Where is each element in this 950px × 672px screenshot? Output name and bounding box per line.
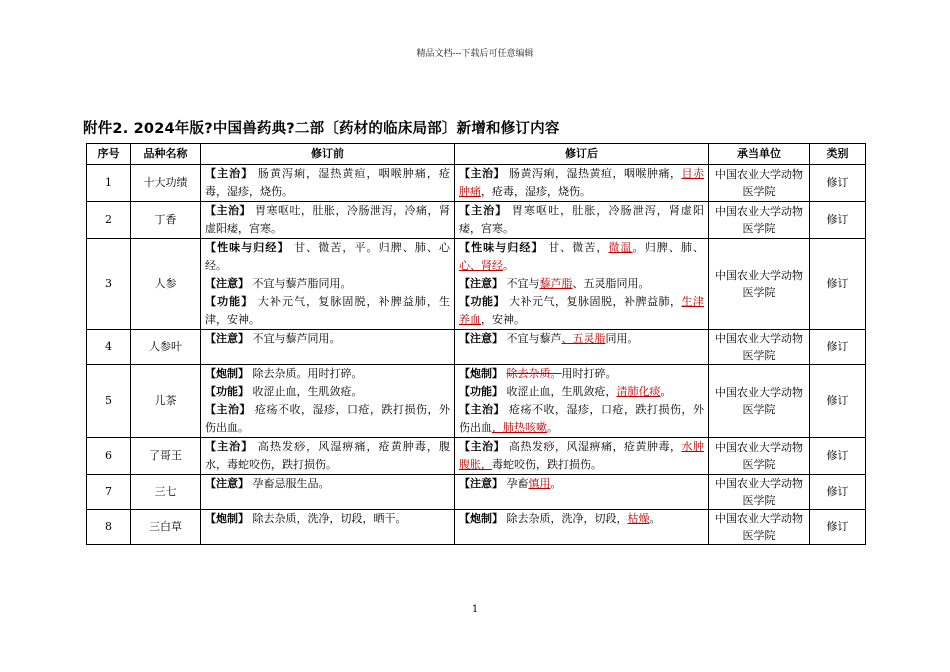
cell-before: [201, 165, 455, 202]
cell-after: [455, 475, 709, 510]
cell-no: 6: [87, 438, 131, 475]
cell-org: 中国农业大学动物医学院: [709, 475, 810, 510]
entry-text: 大补元气，复脉固脱，补脾益肺，: [505, 295, 682, 308]
inserted-text: 微温: [608, 241, 633, 254]
cell-type: 修订: [810, 202, 866, 239]
revision-table: [86, 143, 866, 545]
cell-after: [455, 365, 709, 438]
entry-paragraph: [459, 475, 704, 493]
cell-name: 十大功绩: [131, 165, 201, 202]
cell-before: [201, 438, 455, 475]
cell-after: [455, 330, 709, 365]
cell-after: [455, 438, 709, 475]
col-header-type: 类别: [810, 144, 866, 165]
entry-paragraph: [205, 202, 450, 238]
cell-no: 1: [87, 165, 131, 202]
field-tag: 【注意】: [459, 332, 503, 345]
entry-paragraph: [205, 165, 450, 201]
entry-text: 。: [503, 259, 514, 272]
field-tag: 【炮制】: [459, 512, 503, 525]
cell-org: 中国农业大学动物医学院: [709, 438, 810, 475]
entry-text: 孕畜: [503, 477, 529, 490]
entry-paragraph: [205, 275, 450, 293]
field-tag: 【注意】: [205, 332, 249, 345]
field-tag: 【功能】: [205, 385, 249, 398]
entry-text: 不宜与藜芦: [503, 332, 562, 345]
table-header-row: [87, 144, 866, 165]
field-tag: 【主治】: [205, 204, 251, 217]
cell-no: 4: [87, 330, 131, 365]
entry-text: 。: [547, 421, 558, 434]
deleted-text: 除去杂质。: [506, 367, 562, 380]
field-tag: 【功能】: [459, 295, 505, 308]
entry-text: 不宜与藜芦脂同用。: [249, 277, 352, 290]
entry-paragraph: [205, 475, 450, 493]
entry-paragraph: [205, 293, 450, 329]
entry-text: 肠黄泻痢，湿热黄疸，咽喉肿痛，疮毒，湿疹，烧伤。: [205, 167, 451, 198]
entry-paragraph: [205, 239, 450, 275]
col-header-before: 修订前: [201, 144, 455, 165]
cell-org: 中国农业大学动物医学院: [709, 330, 810, 365]
cell-before: [201, 510, 455, 545]
cell-name: 丁香: [131, 202, 201, 239]
cell-name: 三七: [131, 475, 201, 510]
entry-text: 孕畜忌服生品。: [249, 477, 330, 490]
field-tag: 【主治】: [459, 167, 505, 180]
entry-text: 除去杂质，洗净，切段，晒干。: [249, 512, 407, 525]
col-header-after: 修订后: [455, 144, 709, 165]
entry-paragraph: [205, 401, 450, 437]
field-tag: 【性味与归经】: [205, 241, 290, 254]
entry-paragraph: [205, 383, 450, 401]
table-row: [87, 475, 866, 510]
entry-text: 疮疡不收，湿疹，口疮，跌打损伤，外伤出血: [459, 403, 704, 434]
field-tag: 【炮制】: [205, 367, 249, 380]
table-row: [87, 330, 866, 365]
entry-paragraph: [459, 365, 704, 383]
cell-type: 修订: [810, 365, 866, 438]
field-tag: 【功能】: [205, 295, 254, 308]
field-tag: 【注意】: [459, 277, 503, 290]
entry-paragraph: [205, 365, 450, 383]
field-tag: 【功能】: [459, 385, 503, 398]
entry-text: 甘、微苦，: [543, 241, 609, 254]
cell-before: [201, 239, 455, 330]
inserted-text: 生津养血: [459, 295, 704, 326]
entry-paragraph: [459, 510, 704, 528]
field-tag: 【注意】: [459, 477, 503, 490]
cell-org: 中国农业大学动物医学院: [709, 239, 810, 330]
field-tag: 【主治】: [459, 403, 505, 416]
cell-before: [201, 475, 455, 510]
document-title: 附件2. 2024年版?中国兽药典?二部〔药材的临床局部〕新增和修订内容: [83, 121, 560, 137]
inserted-text: 清肺化痰: [616, 385, 661, 398]
table-row: [87, 239, 866, 330]
entry-paragraph: [459, 239, 704, 275]
cell-type: 修订: [810, 510, 866, 545]
field-tag: 【炮制】: [205, 512, 249, 525]
cell-org: 中国农业大学动物医学院: [709, 510, 810, 545]
entry-paragraph: [205, 438, 450, 474]
field-tag: 【主治】: [205, 403, 251, 416]
entry-paragraph: [459, 383, 704, 401]
col-header-org: 承当单位: [709, 144, 810, 165]
field-tag: 【炮制】: [459, 367, 503, 380]
entry-text: 用时打碎。: [561, 367, 617, 380]
entry-text: 甘、微苦，平。归脾、肺、心经。: [205, 241, 451, 272]
cell-no: 8: [87, 510, 131, 545]
entry-text: 高热发痧，风湿痹痛，疮黄肿毒，: [505, 440, 682, 453]
table-row: [87, 365, 866, 438]
table-row: [87, 510, 866, 545]
cell-no: 7: [87, 475, 131, 510]
entry-paragraph: [459, 275, 704, 293]
cell-org: 中国农业大学动物医学院: [709, 202, 810, 239]
cell-name: 三白草: [131, 510, 201, 545]
entry-paragraph: [205, 510, 450, 528]
inserted-text: 目赤肿痛: [459, 167, 704, 198]
cell-after: [455, 239, 709, 330]
field-tag: 【性味与归经】: [459, 241, 544, 254]
cell-type: 修订: [810, 239, 866, 330]
entry-text: 同用。: [605, 332, 639, 345]
entry-text: 肠黄泻痢，湿热黄疸，咽喉肿痛，: [505, 167, 682, 180]
entry-text: ，安神。: [481, 313, 525, 326]
cell-type: 修订: [810, 165, 866, 202]
cell-after: [455, 165, 709, 202]
entry-text: 。: [649, 512, 661, 525]
cell-after: [455, 202, 709, 239]
page-number: 1: [471, 604, 479, 615]
cell-before: [201, 330, 455, 365]
cell-name: 了哥王: [131, 438, 201, 475]
table-row: [87, 202, 866, 239]
col-header-name: 品种名称: [131, 144, 201, 165]
entry-paragraph: [459, 330, 704, 348]
entry-paragraph: [459, 165, 704, 201]
inserted-text: ，肺热咳嗽: [492, 421, 547, 434]
cell-before: [201, 202, 455, 239]
entry-text: 胃寒呕吐，肚胀，冷肠泄泻，冷痛，肾虚阳痿，宫寒。: [205, 204, 450, 235]
cell-name: 儿茶: [131, 365, 201, 438]
cell-type: 修订: [810, 475, 866, 510]
entry-text: 收涩止血，生肌敛疮，: [503, 385, 617, 398]
entry-text: 疮疡不收，湿疹，口疮，跌打损伤，外伤出血。: [205, 403, 450, 434]
entry-text: 大补元气，复脉固脱，补脾益肺，生津，安神。: [205, 295, 451, 326]
cell-after: [455, 510, 709, 545]
entry-text: 除去杂质。用时打碎。: [249, 367, 363, 380]
entry-paragraph: [459, 438, 704, 474]
entry-text: 毒蛇咬伤，跌打损伤。: [492, 458, 602, 471]
field-tag: 【主治】: [205, 167, 254, 180]
entry-text: 不宜与藜芦同用。: [249, 332, 341, 345]
inserted-text: 枯燥: [627, 512, 650, 525]
table-row: [87, 438, 866, 475]
field-tag: 【主治】: [205, 440, 254, 453]
cell-org: 中国农业大学动物医学院: [709, 365, 810, 438]
entry-text: 。归脾、肺、: [632, 241, 705, 254]
cell-no: 2: [87, 202, 131, 239]
cell-name: 人参: [131, 239, 201, 330]
entry-text: 不宜与: [503, 277, 540, 290]
entry-text: ，疮毒，湿疹，烧伤。: [481, 185, 591, 198]
field-tag: 【注意】: [205, 277, 249, 290]
cell-type: 修订: [810, 330, 866, 365]
inserted-text: 慎用: [528, 477, 551, 490]
entry-text: 。: [550, 477, 562, 490]
table-row: [87, 165, 866, 202]
entry-paragraph: [459, 202, 704, 238]
header-note: 精品文档---下载后可任意编辑: [416, 49, 534, 59]
cell-before: [201, 365, 455, 438]
entry-text: 除去杂质，洗净，切段，: [503, 512, 628, 525]
cell-no: 3: [87, 239, 131, 330]
inserted-text: 水肿腹胀，: [459, 440, 704, 471]
inserted-text: 、五灵脂: [561, 332, 606, 345]
entry-paragraph: [459, 293, 704, 329]
field-tag: 【注意】: [205, 477, 249, 490]
entry-text: 、五灵脂同用。: [572, 277, 650, 290]
cell-type: 修订: [810, 438, 866, 475]
field-tag: 【主治】: [459, 204, 508, 217]
entry-paragraph: [205, 330, 450, 348]
field-tag: 【主治】: [459, 440, 505, 453]
entry-text: 胃寒呕吐，肚胀，冷肠泄泻，肾虚阳痿，宫寒。: [459, 204, 705, 235]
entry-text: 。: [660, 385, 672, 398]
entry-text: 高热发痧，风湿痹痛，疮黄肿毒，腹水，毒蛇咬伤，跌打损伤。: [205, 440, 451, 471]
cell-org: 中国农业大学动物医学院: [709, 165, 810, 202]
inserted-text: 藜芦脂: [539, 277, 573, 290]
entry-text: 收涩止血，生肌敛疮。: [249, 385, 363, 398]
inserted-text: 心、肾经: [459, 259, 503, 272]
cell-name: 人参叶: [131, 330, 201, 365]
entry-paragraph: [459, 401, 704, 437]
cell-no: 5: [87, 365, 131, 438]
col-header-no: 序号: [87, 144, 131, 165]
